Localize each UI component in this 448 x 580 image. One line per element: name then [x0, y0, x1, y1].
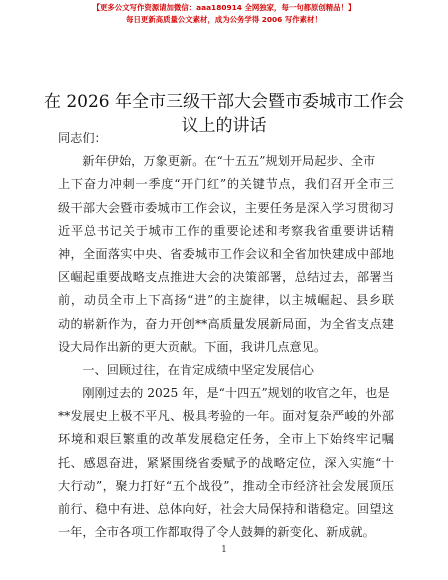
document-body	[58, 127, 394, 544]
paragraph-line: 刚刚过去的 2025 年，是“十四五”规划的收官之年，也是	[82, 386, 390, 401]
promo-banner-line-1: 【更多公文写作资源请加微信：aaa180914 全网独家，每一句都原创精品！】	[92, 3, 356, 12]
document-title-line-2: 议上的讲话	[181, 116, 267, 136]
paragraph-line: 神，全面落实中央、省委城市工作会议和全省加快建成中部地	[58, 246, 394, 261]
paragraph-line: 新年伊始，万象更新。在“十五五”规划开局起步、全市	[82, 154, 376, 169]
paragraph-line: 动的崭新作为，奋力开创**高质量发展新局面，为全省支点建	[58, 316, 394, 331]
paragraph-line: 大行动”，聚力打好“五个战役”，推动全市经济社会发展顶压	[58, 478, 394, 493]
paragraph-line: **发展史上极不平凡、极具考验的一年。面对复杂严峻的外部	[58, 409, 394, 424]
promo-banner	[0, 2, 448, 25]
paragraph-line: 一年，全市各项工作都取得了令人鼓舞的新变化、新成就。	[58, 525, 375, 540]
paragraph-line: 前，动员全市上下高扬“进”的主旋律，以主城崛起、县乡联	[58, 293, 394, 308]
document-title-line-1: 在 2026 年全市三级干部大会暨市委城市工作会	[43, 92, 405, 112]
salutation: 同志们：	[58, 131, 107, 145]
paragraph-line: 前行、稳中有进、总体向好，社会大局保持和谐稳定。回望这	[58, 502, 394, 516]
paragraph-line: 级干部大会暨市委城市工作会议，主要任务是深入学习贯彻习	[58, 200, 394, 215]
section-heading: 一、回顾过往，在肯定成绩中坚定发展信心	[82, 362, 314, 377]
paragraph-line: 近平总书记关于城市工作的重要论述和考察我省重要讲话精	[58, 223, 394, 238]
paragraph-line: 区崛起重要战略支点推进大会的决策部署，总结过去，部署当	[58, 270, 394, 285]
paragraph-line: 设大局作出新的更大贡献。下面，我讲几点意见。	[58, 339, 327, 354]
paragraph-line: 上下奋力冲刺一季度“开门红”的关键节点，我们召开全市三	[58, 177, 394, 192]
paragraph-line: 环境和艰巨繁重的改革发展稳定任务，全市上下始终牢记嘱	[58, 432, 394, 447]
promo-banner-line-2: 每日更新高质量公文素材，成为公务学得 2006 写作素材！	[126, 15, 322, 24]
paragraph-line: 托、感恩奋进，紧紧围绕省委赋予的战略定位，深入实施“十	[58, 455, 394, 470]
page-number: 1	[221, 545, 227, 555]
